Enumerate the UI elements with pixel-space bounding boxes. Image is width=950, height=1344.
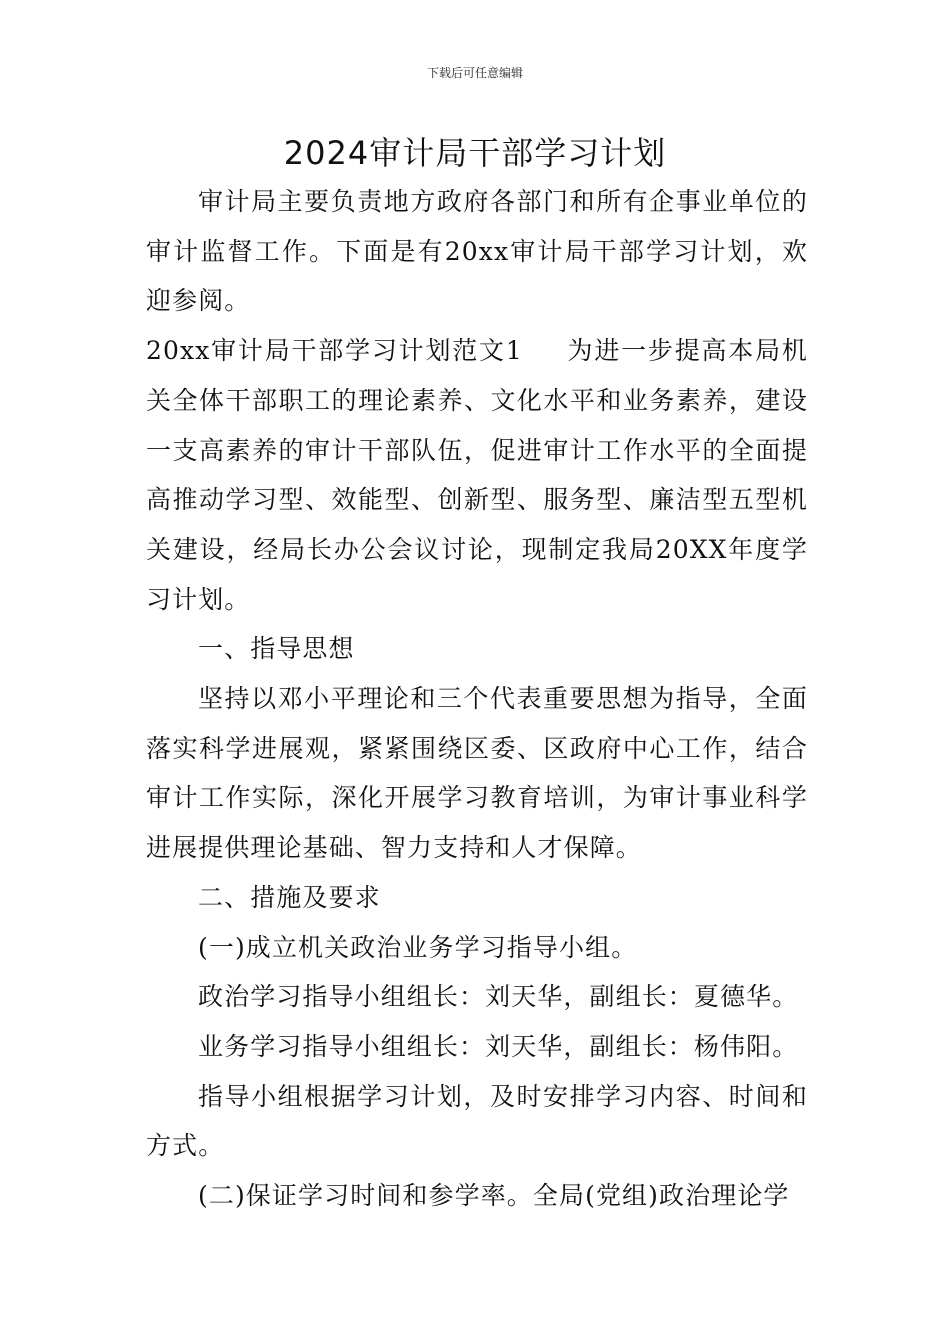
intro-paragraph: 审计局主要负责地方政府各部门和所有企事业单位的审计监督工作。下面是有20xx审计局干部学习计划，欢迎参阅。 [146, 187, 808, 316]
political-group-line: 政治学习指导小组组长：刘天华，副组长：夏德华。 [198, 982, 799, 1012]
document-body [146, 177, 808, 1221]
guiding-thought-paragraph: 坚持以邓小平理论和三个代表重要思想为指导，全面落实科学进展观，紧紧围绕区委、区政府中心工作，结合审计工作实际，深化开展学习教育培训，为审计事业科学进展提供理论基础、智力支持和人才保障。 [146, 684, 808, 863]
business-group-line: 业务学习指导小组组长：刘天华，副组长：杨伟阳。 [198, 1031, 799, 1061]
sample-heading: 20xx审计局干部学习计划范文1 [146, 336, 523, 366]
document-title: 2024审计局干部学习计划 [283, 134, 667, 172]
subsection-2: (二)保证学习时间和参学率。全局(党组)政治理论学 [198, 1181, 790, 1211]
sample-intro: 为进一步提高本局机关全体干部职工的理论素养、文化水平和业务素养，建设一支高素养的审计干部队伍，促进审计工作水平的全面提高推动学习型、效能型、创新型、服务型、廉洁型五型机关建设，经局长办公会议讨论，现制定我局20XX年度学习计划。 [146, 336, 808, 614]
section-heading-2: 二、措施及要求 [198, 882, 381, 912]
section-heading-1: 一、指导思想 [198, 634, 355, 664]
subsection-1: (一)成立机关政治业务学习指导小组。 [198, 932, 638, 962]
header-note: 下载后可任意编辑 [426, 66, 523, 80]
sample-paragraph [146, 326, 808, 624]
group-duty-paragraph: 指导小组根据学习计划，及时安排学习内容、时间和方式。 [146, 1081, 808, 1161]
